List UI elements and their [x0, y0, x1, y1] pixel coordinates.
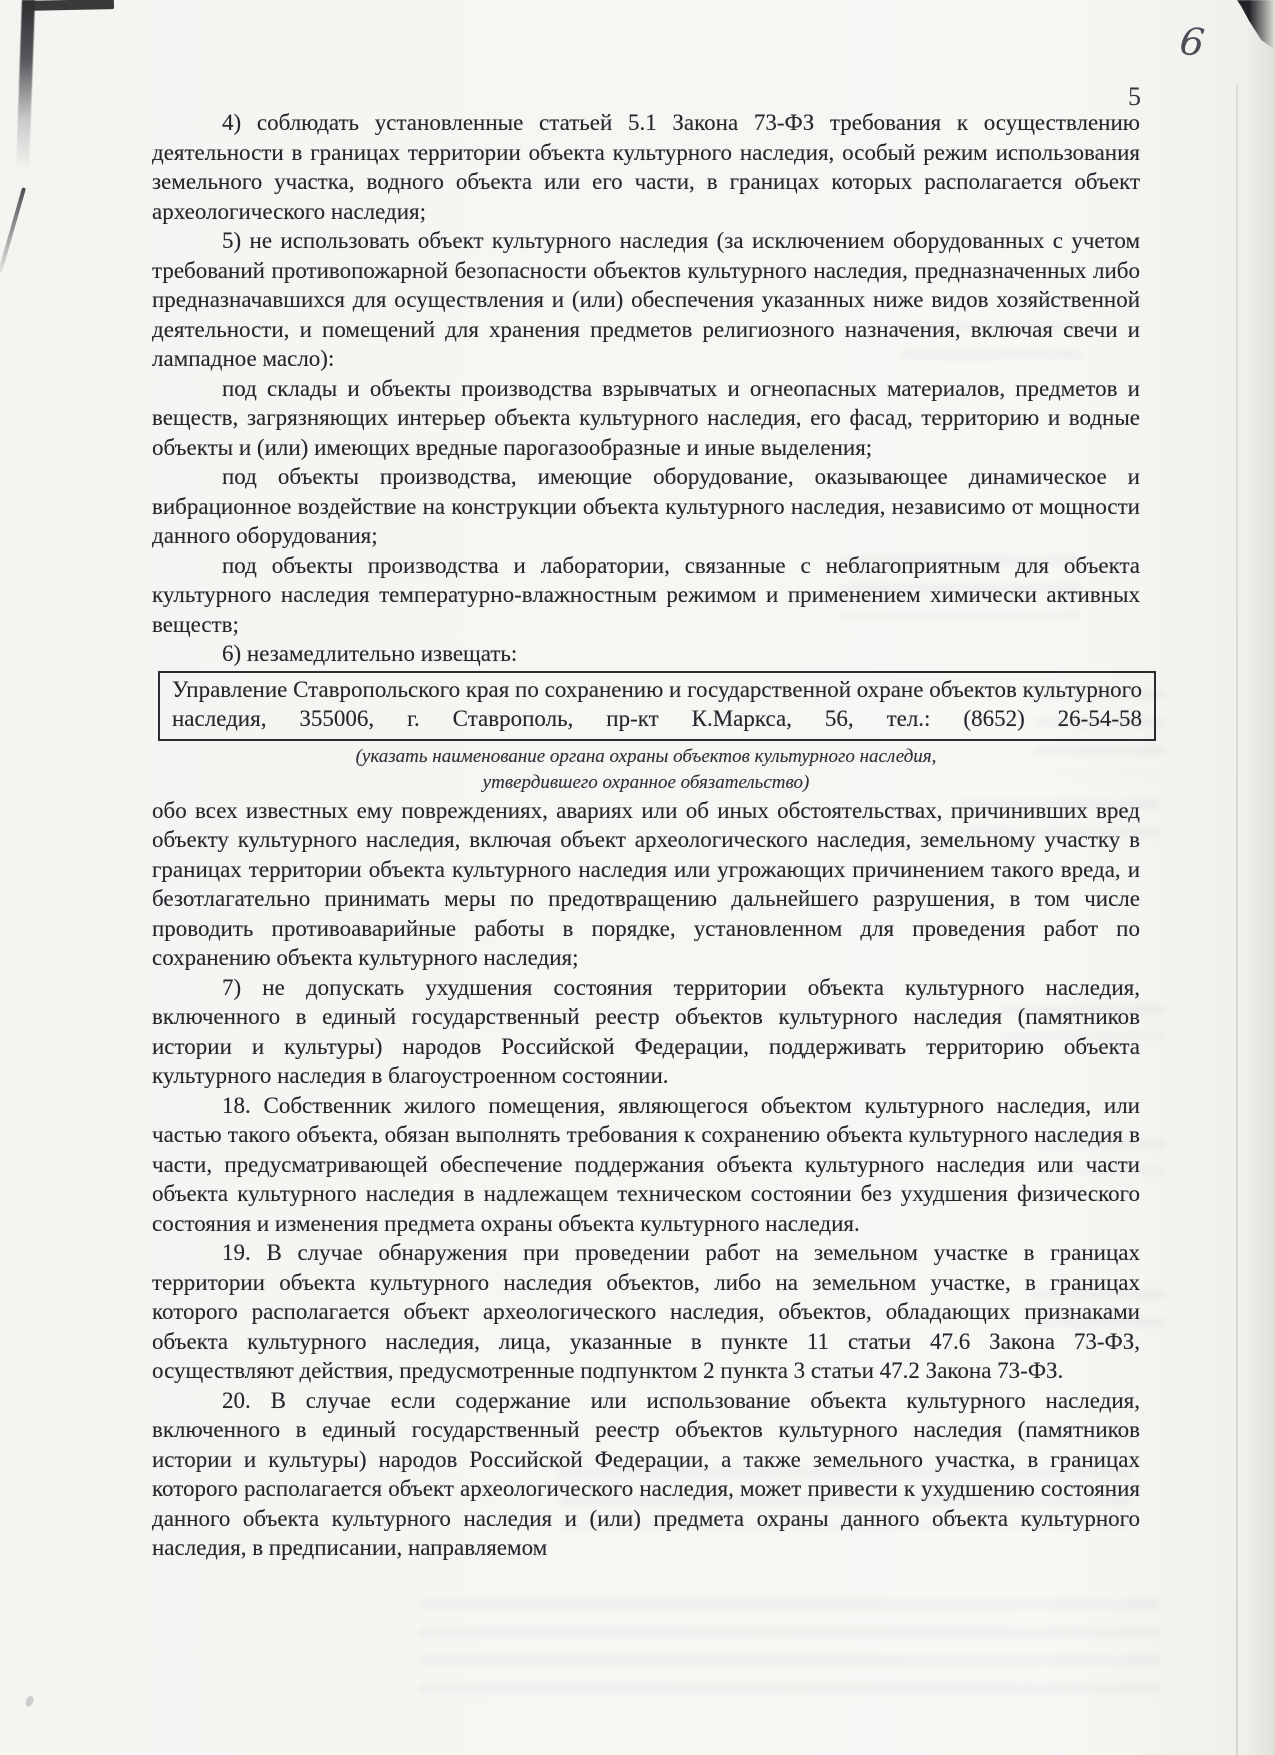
- paragraph-item-18: 18. Собственник жилого помещения, являющегося объектом культурного наследия, или частью такого объекта, обязан выполнять требования к сохранению объекта культурного наследия в части, предусматривающей обеспечение поддержания объекта культурного наследия или части объекта культурного наследия в надлежащем техническом состоянии без ухудшения физического состояния и изменения предмета охраны объекта культурного наследия.: [152, 1092, 1140, 1236]
- paragraph-warehouses: под склады и объекты производства взрывчатых и огнеопасных материалов, предметов и веществ, загрязняющих интерьер объекта культурного наследия, его фасад, территорию и водные объекты и (или) имеющих вредные парогазообразные и иные выделения;: [152, 375, 1140, 460]
- authority-notice-box: Управление Ставропольского края по сохранению и государственной охране объектов культурного наследия, 355006, г. Ставрополь, пр-кт К.Маркса, 56, тел.: (8652) 26-54-58: [158, 671, 1156, 741]
- paragraph-damage-reporting: обо всех известных ему повреждениях, авариях или об иных обстоятельствах, причинивших вред объекту культурного наследия, включая объект археологического наследия, земельному участку в границах территории объекта культурного наследия или угрожающих причинением такого вреда, и безотлагательно принимать меры по предотвращению дальнейшего разрушения, в том числе проводить противоаварийные работы в порядке, установленном для проведения работ по сохранению объекта культурного наследия;: [152, 797, 1140, 970]
- notice-caption-line1: (указать наименование органа охраны объектов культурного наследия,: [355, 745, 937, 767]
- paragraph-item-5: 5) не использовать объект культурного наследия (за исключением оборудованных с учетом требований противопожарной безопасности объектов культурного наследия, предназначенных либо предназначавшихся для осуществления и (или) обеспечения указанных ниже видов хозяйственной деятельности, и помещений для хранения предметов религиозного назначения, включая свечи и лампадное масло):: [152, 228, 1140, 371]
- paragraph-production-vibration: под объекты производства, имеющие оборудование, оказывающее динамическое и вибрационное воздействие на конструкции объекта культурного наследия, независимо от мощности данного оборудования;: [152, 464, 1140, 548]
- handwritten-sheet-number: 6: [1177, 18, 1207, 66]
- document-body: [152, 108, 1140, 1563]
- paragraph-item-4: 4) соблюдать установленные статьей 5.1 Закона 73-ФЗ требования к осуществлению деятельности в границах территории объекта культурного наследия, особый режим использования земельного участка, водного объекта или его части, в границах которых располагается объект археологического наследия;: [152, 110, 1140, 224]
- notice-caption: [152, 744, 1140, 796]
- notice-caption-line2: утвердившего охранное обязательство): [482, 771, 810, 793]
- paragraph-item-19: 19. В случае обнаружения при проведении работ на земельном участке в границах территории объекта культурного наследия объектов, либо на земельном участке, в границах которого располагается объект археологического наследия, объектов, обладающих признаками объекта культурного наследия, лица, указанные в пункте 11 статьи 47.6 Закона 73-ФЗ, осуществляют действия, предусмотренные подпунктом 2 пункта 3 статьи 47.2 Закона 73-ФЗ.: [152, 1240, 1140, 1383]
- paragraph-item-20: 20. В случае если содержание или использование объекта культурного наследия, включенного в единый государственный реестр объектов культурного наследия (памятников истории и культуры) народов Российской Федерации, а также земельного участка, в границах которого располагается объект археологического наследия, может привести к ухудшению состояния данного объекта культурного наследия и (или) предмета охраны данного объекта культурного наследия, в предписании, направляемом: [152, 1387, 1140, 1560]
- paragraph-item-6: 6) незамедлительно извещать:: [222, 641, 518, 666]
- paragraph-production-labs: под объекты производства и лаборатории, связанные с неблагоприятным для объекта культурного наследия температурно-влажностным режимом и применением химически активных веществ;: [152, 552, 1140, 637]
- page-number: 5: [1128, 82, 1141, 111]
- paragraph-item-7: 7) не допускать ухудшения состояния территории объекта культурного наследия, включенного в единый государственный реестр объектов культурного наследия (памятников истории и культуры) народов Российской Федерации, поддерживать территорию объекта культурного наследия в благоустроенном состоянии.: [152, 974, 1140, 1088]
